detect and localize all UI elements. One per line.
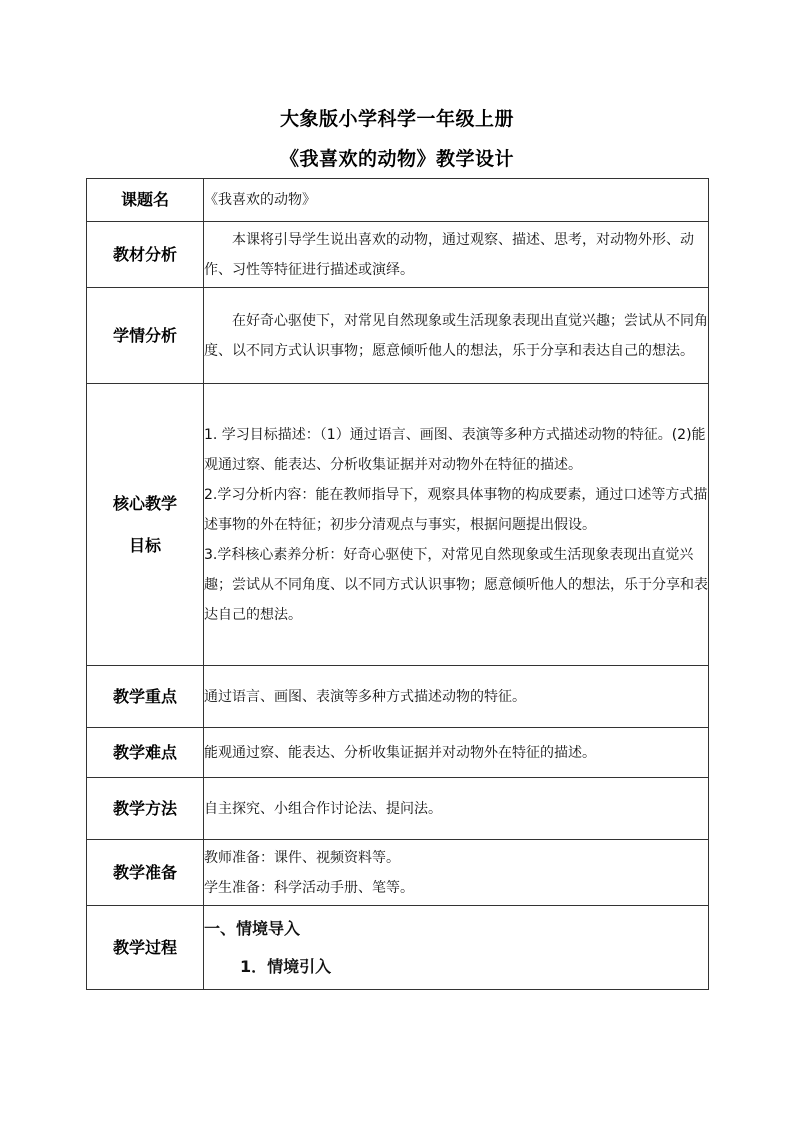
label-process: 教学过程 — [87, 906, 204, 990]
label-preparation: 教学准备 — [87, 840, 204, 906]
process-subsection-heading: 1．情境引入 — [240, 956, 332, 976]
label-student-analysis: 学情分析 — [87, 288, 204, 384]
value-key-points: 通过语言、画图、表演等多种方式描述动物的特征。 — [204, 666, 709, 728]
value-preparation — [204, 840, 709, 906]
value-methods: 自主探究、小组合作讨论法、提问法。 — [204, 778, 709, 840]
value-difficulties: 能观通过察、能表达、分析收集证据并对动物外在特征的描述。 — [204, 728, 709, 778]
teacher-preparation: 教师准备：课件、视频资料等。 — [204, 849, 400, 866]
row-material-analysis — [87, 222, 709, 288]
value-student-analysis: 在好奇心驱使下，对常见自然现象或生活现象表现出直觉兴趣；尝试从不同角度、以不同方式认识事物；愿意倾听他人的想法，乐于分享和表达自己的想法。 — [204, 288, 709, 384]
row-preparation — [87, 840, 709, 906]
label-core-goals-line2: 目标 — [128, 535, 161, 555]
value-process — [204, 906, 709, 990]
process-section-heading: 一、情境导入 — [204, 918, 301, 938]
document-title: 大象版小学科学一年级上册 — [279, 108, 514, 130]
goal-item-1: 1. 学习目标描述：（1）通过语言、画图、表演等多种方式描述动物的特征。(2)能观通过察、能表达、分析收集证据并对动物外在特征的描述。 — [204, 426, 706, 473]
label-methods: 教学方法 — [87, 778, 204, 840]
label-core-goals — [87, 384, 204, 666]
goal-item-3: 3.学科核心素养分析：好奇心驱使下，对常见自然现象或生活现象表现出直觉兴趣；尝试从不同角度、以不同方式认识事物；愿意倾听他人的想法，乐于分享和表达自己的想法。 — [204, 546, 708, 623]
label-core-goals-line1: 核心教学 — [112, 493, 177, 513]
row-student-analysis — [87, 288, 709, 384]
row-core-goals — [87, 384, 709, 666]
row-topic — [87, 179, 709, 222]
row-key-points — [87, 666, 709, 728]
label-topic: 课题名 — [87, 179, 204, 222]
label-key-points: 教学重点 — [87, 666, 204, 728]
row-methods — [87, 778, 709, 840]
label-difficulties: 教学难点 — [87, 728, 204, 778]
document-subtitle: 《我喜欢的动物》教学设计 — [279, 148, 514, 170]
goal-item-2: 2.学习分析内容：能在教师指导下，观察具体事物的构成要素，通过口述等方式描述事物的外在特征；初步分清观点与事实，根据问题提出假设。 — [204, 486, 708, 533]
label-material-analysis: 教材分析 — [87, 222, 204, 288]
value-core-goals — [204, 384, 709, 666]
row-process — [87, 906, 709, 990]
student-preparation: 学生准备：科学活动手册、笔等。 — [204, 879, 414, 896]
value-topic: 《我喜欢的动物》 — [204, 179, 709, 222]
value-material-analysis: 本课将引导学生说出喜欢的动物，通过观察、描述、思考，对动物外形、动作、习性等特征进行描述或演绎。 — [204, 222, 709, 288]
row-difficulties — [87, 728, 709, 778]
lesson-plan-table — [86, 178, 709, 990]
